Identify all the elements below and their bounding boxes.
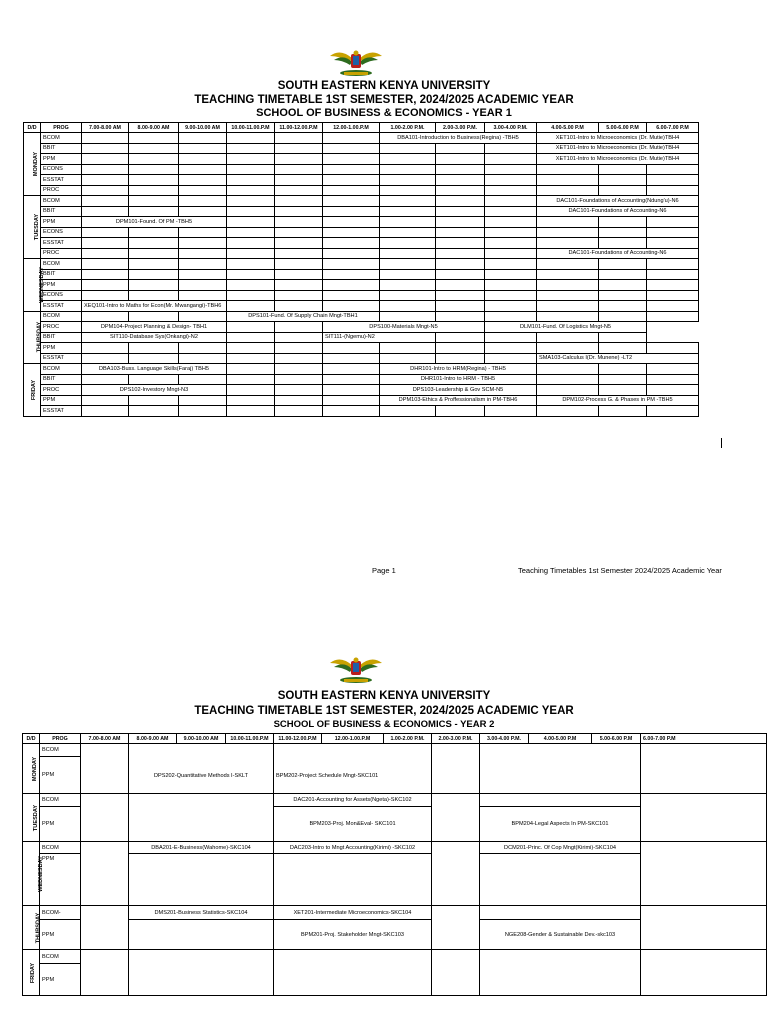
school-year-title: SCHOOL OF BUSINESS & ECONOMICS - YEAR 1 [256,107,512,119]
prog-cell: PPM [41,217,82,228]
timetable-year2 [22,733,767,996]
table-row [24,206,699,217]
text-cursor [721,438,722,448]
header-cell: 3.00-4.00 P.M. [480,734,529,744]
prog-cell: BCOM [40,950,81,964]
timetable-title: TEACHING TIMETABLE 1ST SEMESTER, 2024/2025 ACADEMIC YEAR [194,94,574,106]
school-year-title: SCHOOL OF BUSINESS & ECONOMICS - YEAR 2 [273,719,495,730]
university-crest-logo [326,48,386,78]
university-name: SOUTH EASTERN KENYA UNIVERSITY [277,80,491,92]
header-cell: 4.00-5.00 P.M [529,734,592,744]
header-cell: 8.00-9.00 AM [129,123,179,133]
day-label-monday: MONDAY [23,744,40,794]
prog-cell: ECONS [41,164,82,175]
table-row [23,842,767,854]
course-cell: BPM204-Legal Aspects In PM-SKC101 [480,807,641,842]
course-cell: DAC101-Foundations of Accounting-N6 [537,248,699,259]
header-cell: 12.00-1.00.P.M [323,123,380,133]
prog-cell: PROC [41,322,82,333]
header-cell: 2.00-3.00 P.M. [436,123,485,133]
prog-cell: ECONS [41,227,82,238]
prog-cell: BCOM [40,794,81,807]
header-cell: D/D [24,123,41,133]
table-row [23,950,767,964]
prog-cell: PPM [40,964,81,996]
prog-cell: PPM [40,757,81,794]
header-cell: PROG [40,734,81,744]
table-row [24,343,699,354]
course-cell: DPM102-Process G. & Phases in PM -TBH5 [537,395,699,406]
table-row [23,744,767,757]
prog-cell: PPM [40,807,81,842]
day-label-wednesday: WEDNESDAY [23,842,40,906]
table-row [24,175,699,186]
course-cell: XEQ101-Intro to Maths for Econ(Mr. Mwangangi)-TBH6 [82,301,227,312]
prog-cell: BCOM [41,133,82,144]
table-row [24,353,699,364]
prog-cell: BBIT [41,269,82,280]
course-cell: SIT110-Database Sys(Onkangi)-N2 [82,332,227,343]
table-row [24,143,699,154]
table-row [24,248,699,259]
table-row [24,385,699,396]
table-row [24,332,699,343]
header-cell: 11.00-12.00.P.M [275,123,323,133]
day-label-tuesday: TUESDAY [24,196,41,259]
prog-cell: PROC [41,248,82,259]
header-cell: 5.00-6.00 P.M [599,123,647,133]
table-row [24,164,699,175]
prog-cell: ESSTAT [41,301,82,312]
prog-cell: PPM [41,154,82,165]
prog-cell: BCOM [40,744,81,757]
table-row [24,185,699,196]
course-cell: DPS100-Materials Mngt-N5 [323,322,485,333]
course-cell: DAC201-Accounting for Assets(Ngeta)-SKC102 [274,794,432,807]
header-cell: PROG [41,123,82,133]
course-cell: DAC203-Intro to Mngt Accounting(Kirimi) -SKC102 [274,842,432,854]
header-cell: 7.00-8.00 AM [82,123,129,133]
timetable-year1 [23,122,699,417]
day-label-thursday: THURSDAY [23,906,40,950]
table-row [24,290,699,301]
table-row [24,259,699,270]
timetable-title: TEACHING TIMETABLE 1ST SEMESTER, 2024/2025 ACADEMIC YEAR [194,705,574,717]
header-cell: 9.00-10.00 AM [179,123,227,133]
table-row [24,196,699,207]
course-cell: DPS102-Investory Mngt-N3 [82,385,227,396]
header-cell: 10.00-11.00.P.M [226,734,274,744]
table-row [24,154,699,165]
header-cell: 4.00-5.00 P.M [537,123,599,133]
course-cell: BPM202-Project Schedule Mngt-SKC101 [274,744,432,794]
table-row [24,406,699,417]
table-row [24,133,699,144]
header-cell: 8.00-9.00 AM [129,734,177,744]
course-cell: DPM101-Found. Of PM -TBH5 [82,217,227,228]
table-row [24,280,699,291]
prog-cell: BBIT [41,374,82,385]
table-row [24,217,699,228]
table-row [24,322,699,333]
prog-cell: PROC [41,185,82,196]
table-row [24,374,699,385]
header-cell: 12.00-1.00.P.M [322,734,384,744]
prog-cell: BBIT [41,332,82,343]
header-cell: D/D [23,734,40,744]
prog-cell: PPM [40,854,81,906]
header-cell: 6.00-7.00 P.M [647,123,699,133]
table-row [24,395,699,406]
page-number: Page 1 [372,566,396,575]
course-cell: DMS201-Business Statistics-SKC104 [129,906,274,920]
course-cell: DPS103-Leadership & Gov SCM-N5 [380,385,537,396]
header-cell: 6.00-7.00 P.M [641,734,767,744]
prog-cell: BBIT [41,143,82,154]
prog-cell: PPM [41,395,82,406]
course-cell: DPM104-Project Planning & Design- TBH1 [82,322,227,333]
table-row [24,364,699,375]
prog-cell: ESSTAT [41,238,82,249]
course-cell: DLM101-Fund. Of Logistics Mngt-N5 [485,322,647,333]
day-label-friday: FRIDAY [23,950,40,996]
prog-cell: BCOM [41,364,82,375]
table-row [23,794,767,807]
course-cell: XET101-Intro to Microeconomics (Dr. Mutie)TBH4 [537,133,699,144]
footer-title: Teaching Timetables 1st Semester 2024/2025 Academic Year [518,566,722,575]
table-row [24,269,699,280]
prog-cell: PPM [41,280,82,291]
course-cell: SMA103-Calculus I(Dr. Munene) -LT2 [537,353,699,364]
course-cell: DBA101-Introduction to Business(Regina) -TBH5 [380,133,537,144]
header-cell: 1.00-2.00 P.M. [384,734,432,744]
course-cell: XET101-Intro to Microeconomics (Dr. Mutie)TBH4 [537,143,699,154]
prog-cell: ESSTAT [41,406,82,417]
course-cell: XET101-Intro to Microeconomics (Dr. Mutie)TBH4 [537,154,699,165]
day-label-wednesday: WEDNESDAY [24,259,41,312]
course-cell: DHR101-Intro to HRM - TBH5 [380,374,537,385]
header-cell: 10.00-11.00.P.M [227,123,275,133]
course-cell: DPS202-Quantitative Methods I-SKLT [129,744,274,794]
course-cell: DPS101-Fund. Of Supply Chain Mngt-TBH1 [227,311,380,322]
header-row [24,123,699,133]
header-cell: 1.00-2.00 P.M. [380,123,436,133]
header-cell: 7.00-8.00 AM [81,734,129,744]
prog-cell: BCOM [41,259,82,270]
prog-cell: PROC [41,385,82,396]
course-cell: DBA201-E-Business(Wahome)-SKC104 [129,842,274,854]
course-cell: XET201-Intermediate Microeconomics-SKC104 [274,906,432,920]
table-row [24,238,699,249]
day-label-monday: MONDAY [24,133,41,196]
header-cell: 2.00-3.00 P.M. [432,734,480,744]
course-cell: DPM103-Ethics & Proffessionalism in PM-TBH6 [380,395,537,406]
day-label-tuesday: TUESDAY [23,794,40,842]
day-label-friday: FRIDAY [24,364,41,417]
prog-cell: BCOM [41,311,82,322]
day-label-thursday: THURSDAY [24,311,41,364]
university-name: SOUTH EASTERN KENYA UNIVERSITY [277,690,491,702]
course-cell: BPM203-Proj. Mon&Eval- SKC101 [274,807,432,842]
course-cell: SIT111-(Ngemu)-N2 [323,332,436,343]
prog-cell: ESSTAT [41,175,82,186]
prog-cell: BBIT [41,206,82,217]
header-cell: 3.00-4.00 P.M. [485,123,537,133]
prog-cell: ESSTAT [41,353,82,364]
course-cell: DBA103-Buss. Language Skills(Faraj) TBH5 [82,364,227,375]
table-row [24,227,699,238]
course-cell: DCM201-Princ. Of Cop Mngt(Kirimi)-SKC104 [480,842,641,854]
prog-cell: BCOM [40,842,81,854]
table-row [24,311,699,322]
course-cell: DHR101-Intro to HRM(Regina) - TBH5 [380,364,537,375]
header-cell: 5.00-6.00 P.M [592,734,641,744]
table-row [24,301,699,312]
prog-cell: BCOM- [40,906,81,920]
header-cell: 9.00-10.00 AM [177,734,226,744]
prog-cell: BCOM [41,196,82,207]
header-row [23,734,767,744]
prog-cell: PPM [41,343,82,354]
header-cell: 11.00-12.00.P.M [274,734,322,744]
course-cell: BPM201-Proj. Stakeholder Mngt-SKC103 [274,920,432,950]
course-cell: NGE208-Gender & Sustainable Dev.-skc103 [480,920,641,950]
prog-cell: ECONS [41,290,82,301]
university-crest-logo [326,655,386,685]
course-cell: DAC101-Foundations of Accounting-N6 [537,206,699,217]
course-cell: DAC101-Foundations of Accounting(Ndung'u)-N6 [537,196,699,207]
table-row [23,906,767,920]
prog-cell: PPM [40,920,81,950]
